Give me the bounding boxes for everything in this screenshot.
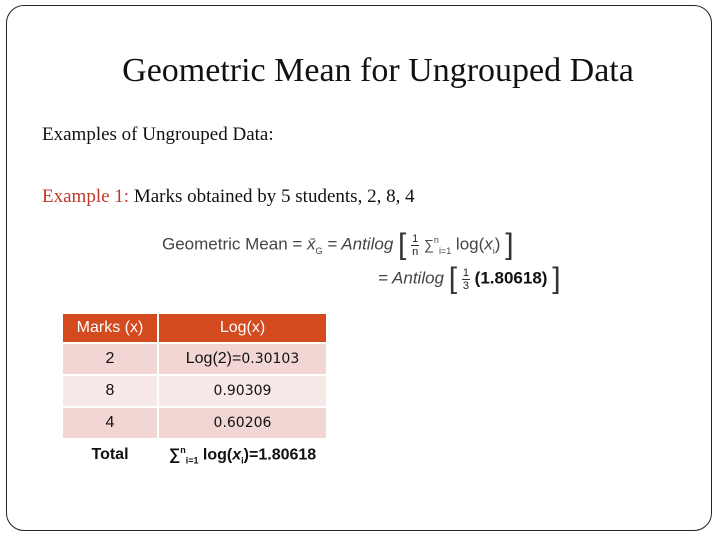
formula-fraction-2 <box>462 267 470 292</box>
bracket-open-2: [ <box>448 262 458 295</box>
formula-line2-prefix: = Antilog <box>378 268 449 288</box>
formula-var-sub: i <box>492 245 495 256</box>
formula-var: x <box>484 234 493 254</box>
table-row <box>62 375 327 407</box>
bracket-close: ] <box>505 228 514 261</box>
total-result: )=1.80618 <box>243 446 317 464</box>
total-log: log( <box>198 446 233 464</box>
formula-log: log( <box>451 234 485 254</box>
total-var-sub: i <box>241 455 244 466</box>
formula-value: (1.80618) <box>474 268 548 288</box>
total-sum-upper: n <box>180 444 186 455</box>
cell-marks: 2 <box>62 343 158 375</box>
example-line <box>42 186 415 208</box>
fraction-numerator-2: 1 <box>462 266 469 279</box>
header-marks: Marks (x) <box>62 313 158 343</box>
bracket-close-2: ] <box>552 262 561 295</box>
cell-log-prefix: Log(2)= <box>185 350 242 367</box>
example-label: Example 1: <box>42 186 130 207</box>
formula-close: ) <box>494 234 501 254</box>
sum-lower: i=1 <box>438 245 452 256</box>
cell-log-value: 0.60206 <box>158 407 327 439</box>
sum-upper: n <box>433 234 439 245</box>
table-total-row <box>62 439 327 471</box>
total-label: Total <box>62 439 158 471</box>
formula-antilog: = Antilog <box>322 234 398 254</box>
cell-log-value: 0.90309 <box>158 375 327 407</box>
subtitle: Examples of Ungrouped Data: <box>42 124 274 145</box>
header-log: Log(x) <box>158 313 327 343</box>
table-header-row <box>62 313 327 343</box>
formula-symbol-sub: G <box>315 245 323 256</box>
fraction-numerator: 1 <box>412 232 419 245</box>
cell-log-value: 0.30103 <box>241 351 300 367</box>
table-row <box>62 407 327 439</box>
formula-fraction-1 <box>411 233 419 258</box>
fraction-denominator-2: 3 <box>462 279 469 292</box>
formula-symbol: x̄ <box>307 234 316 254</box>
page-title: Geometric Mean for Ungrouped Data <box>122 52 634 89</box>
total-value <box>158 439 327 471</box>
fraction-denominator: n <box>412 245 419 258</box>
total-sum-symbol: ∑ <box>168 446 181 464</box>
example-text: Marks obtained by 5 students, 2, 8, 4 <box>129 186 415 207</box>
marks-log-table <box>61 312 328 472</box>
formula-line-2 <box>378 262 561 296</box>
cell-marks: 4 <box>62 407 158 439</box>
table-row <box>62 343 327 375</box>
cell-marks: 8 <box>62 375 158 407</box>
sum-symbol: ∑ <box>423 236 434 253</box>
bracket-open: [ <box>398 228 407 261</box>
cell-log <box>158 343 327 375</box>
formula-line-1 <box>162 228 514 262</box>
total-var: x <box>232 446 242 464</box>
formula-prefix: Geometric Mean = <box>162 234 308 254</box>
total-sum-lower: i=1 <box>185 455 199 466</box>
